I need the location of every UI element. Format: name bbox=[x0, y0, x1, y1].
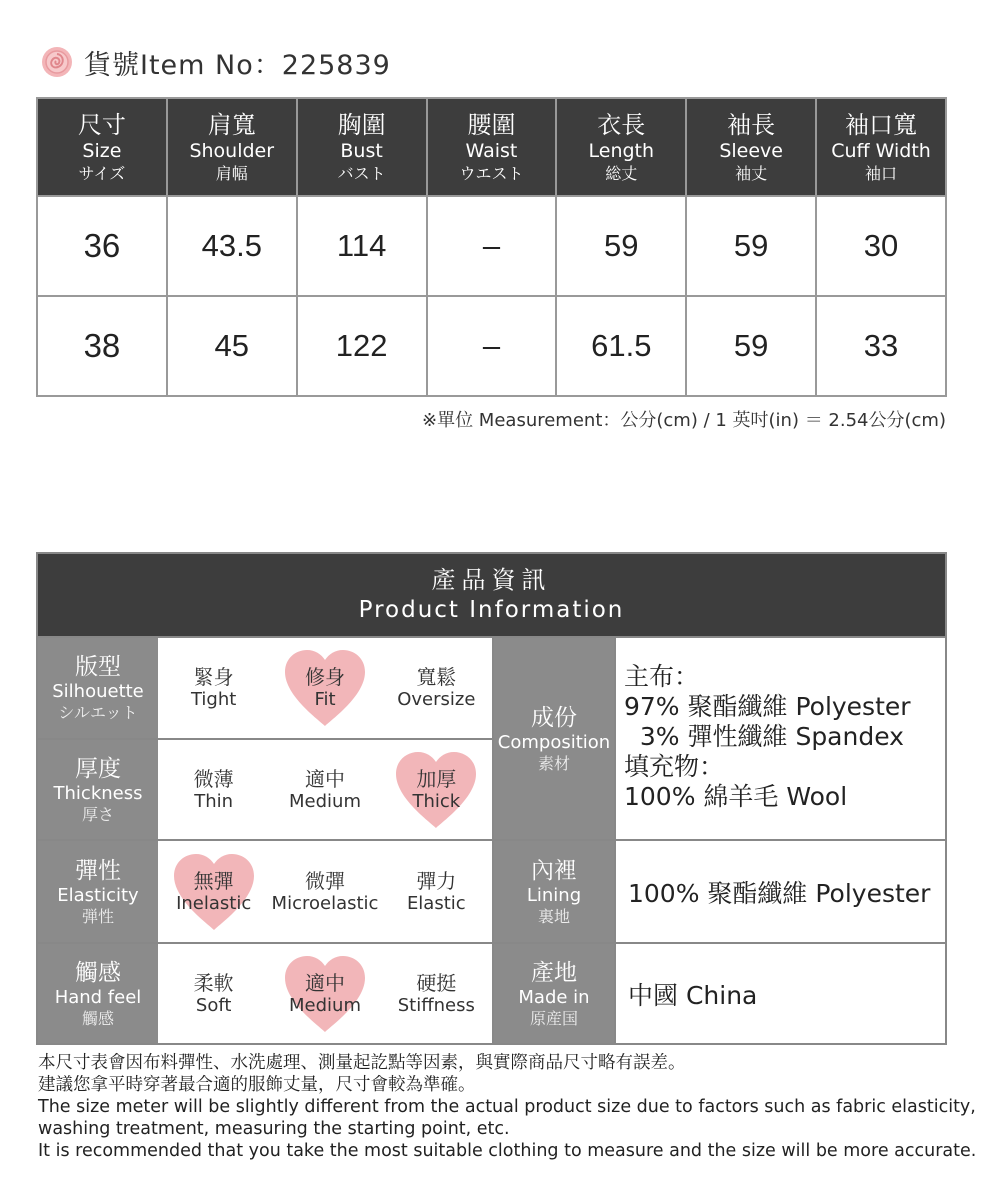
column-header bbox=[297, 98, 427, 196]
column-header-en: Cuff Width bbox=[831, 139, 931, 162]
option-label-en: Inelastic bbox=[176, 892, 252, 914]
column-header bbox=[167, 98, 297, 196]
thickness-label bbox=[38, 738, 158, 839]
option-stiffness bbox=[381, 954, 492, 1034]
elasticity-label bbox=[38, 839, 158, 942]
elasticity-options bbox=[158, 839, 494, 942]
measurement-value: 45 bbox=[167, 296, 297, 396]
composition-line: 填充物： bbox=[624, 752, 725, 781]
product-info-title-en: Product Information bbox=[358, 597, 625, 623]
elasticity-label-ja: 弾性 bbox=[81, 906, 114, 926]
column-header-en: Shoulder bbox=[189, 139, 275, 162]
product-info-title bbox=[38, 554, 945, 636]
column-header-ja: 総丈 bbox=[605, 163, 638, 183]
disclaimer-line: washing treatment, measuring the starting point, etc. bbox=[38, 1119, 510, 1139]
silhouette-label bbox=[38, 636, 158, 738]
option-label-zh: 適中 bbox=[304, 766, 345, 791]
size-table-header bbox=[37, 98, 946, 196]
option-label-en: Microelastic bbox=[271, 892, 379, 914]
composition-line: 97% 聚酯纖維 Polyester bbox=[624, 692, 911, 721]
size-value: 38 bbox=[37, 296, 167, 396]
option-label-zh: 適中 bbox=[304, 970, 345, 995]
size-table bbox=[36, 97, 947, 397]
column-header-zh: 腰圍 bbox=[467, 110, 516, 139]
composition-line: 3% 彈性纖維 Spandex bbox=[624, 722, 904, 751]
measurement-value: 33 bbox=[816, 296, 946, 396]
measurement-value: 43.5 bbox=[167, 196, 297, 296]
option-thick bbox=[381, 750, 492, 830]
size-value: 36 bbox=[37, 196, 167, 296]
column-header-ja: サイズ bbox=[78, 163, 126, 183]
column-header bbox=[427, 98, 557, 196]
composition-label-zh: 成份 bbox=[531, 704, 577, 731]
disclaimer-line: 建議您拿平時穿著最合適的服飾丈量，尺寸會較為準確。 bbox=[38, 1075, 476, 1095]
composition-details bbox=[614, 636, 945, 839]
silhouette-label-en: Silhouette bbox=[52, 681, 144, 702]
column-header bbox=[556, 98, 686, 196]
option-medium bbox=[269, 954, 380, 1034]
option-label-zh: 微彈 bbox=[304, 868, 345, 893]
silhouette-label-ja: シルエット bbox=[58, 703, 138, 722]
measurement-value: 59 bbox=[556, 196, 686, 296]
column-header-ja: ウエスト bbox=[459, 163, 524, 183]
table-row bbox=[37, 196, 946, 296]
option-label-zh: 柔軟 bbox=[193, 970, 234, 995]
option-fit bbox=[269, 648, 380, 728]
option-label-en: Fit bbox=[314, 689, 336, 710]
measurement-value: – bbox=[427, 296, 557, 396]
option-label-zh: 加厚 bbox=[416, 766, 457, 791]
product-info-grid bbox=[38, 636, 945, 1043]
option-label-zh: 寬鬆 bbox=[416, 665, 457, 689]
thickness-options bbox=[158, 738, 494, 839]
option-label-zh: 硬挺 bbox=[416, 970, 457, 995]
composition-label-ja: 素材 bbox=[537, 753, 570, 773]
column-header-en: Sleeve bbox=[719, 139, 783, 162]
option-soft bbox=[158, 954, 269, 1034]
column-header bbox=[686, 98, 816, 196]
option-inelastic bbox=[158, 852, 269, 932]
lining-label-zh: 內裡 bbox=[531, 857, 577, 884]
product-info-title-zh: 產品資訊 bbox=[431, 566, 552, 594]
lining-label-en: Lining bbox=[526, 884, 582, 906]
option-label-zh: 修身 bbox=[304, 665, 345, 689]
elasticity-label-zh: 彈性 bbox=[75, 857, 121, 884]
table-row bbox=[37, 296, 946, 396]
column-header-zh: 衣長 bbox=[597, 110, 646, 139]
elasticity-label-en: Elasticity bbox=[57, 884, 139, 906]
option-label-en: Soft bbox=[195, 994, 232, 1016]
thickness-label-en: Thickness bbox=[53, 782, 143, 804]
column-header-en: Length bbox=[588, 139, 655, 162]
composition-label-en: Composition bbox=[497, 731, 611, 753]
disclaimer bbox=[38, 1052, 976, 1162]
option-label-en: Elastic bbox=[406, 892, 466, 914]
disclaimer-line: The size meter will be slightly different from the actual product size due to factors such as fabric elasticity, bbox=[38, 1097, 976, 1117]
made-in-label-en: Made in bbox=[518, 986, 590, 1008]
column-header-en: Bust bbox=[340, 139, 383, 162]
option-label-en: Tight bbox=[190, 689, 237, 710]
option-oversize bbox=[381, 648, 492, 728]
measurement-value: 114 bbox=[297, 196, 427, 296]
hand-feel-label-zh: 觸感 bbox=[75, 959, 121, 986]
option-label-en: Medium bbox=[289, 790, 361, 812]
column-header bbox=[816, 98, 946, 196]
composition-line: 主布： bbox=[624, 662, 700, 691]
column-header-zh: 袖長 bbox=[727, 110, 776, 139]
option-medium bbox=[269, 750, 380, 830]
hand-feel-label-ja: 觸感 bbox=[81, 1008, 114, 1028]
column-header-ja: 肩幅 bbox=[215, 163, 248, 183]
made-in-label-ja: 原産国 bbox=[529, 1008, 578, 1028]
measurement-value: 30 bbox=[816, 196, 946, 296]
silhouette-options bbox=[158, 636, 494, 738]
measurement-value: 61.5 bbox=[556, 296, 686, 396]
option-label-zh: 彈力 bbox=[416, 868, 457, 893]
disclaimer-line: It is recommended that you take the most suitable clothing to measure and the size will be more accurate. bbox=[38, 1141, 977, 1161]
column-header-zh: 肩寬 bbox=[207, 110, 256, 139]
made-in-label bbox=[494, 942, 614, 1043]
option-label-en: Oversize bbox=[397, 689, 476, 710]
hand-feel-label bbox=[38, 942, 158, 1043]
rose-icon bbox=[40, 45, 74, 79]
option-label-en: Thick bbox=[412, 790, 461, 812]
measurement-note: ※單位 Measurement：公分(cm) / 1 英吋(in) ＝ 2.54公分(cm) bbox=[422, 410, 946, 431]
measurement-value: – bbox=[427, 196, 557, 296]
composition-label bbox=[494, 636, 614, 839]
thickness-label-zh: 厚度 bbox=[75, 755, 121, 782]
option-label-en: Medium bbox=[289, 994, 361, 1016]
column-header-en: Size bbox=[82, 139, 122, 162]
column-header bbox=[37, 98, 167, 196]
option-microelastic bbox=[269, 852, 380, 932]
disclaimer-line: 本尺寸表會因布料彈性、水洗處理、測量起訖點等因素，與實際商品尺寸略有誤差。 bbox=[38, 1053, 686, 1073]
made-in-label-zh: 產地 bbox=[531, 959, 577, 986]
option-tight bbox=[158, 648, 269, 728]
option-label-en: Stiffness bbox=[397, 994, 475, 1016]
lining-value: 100% 聚酯纖維 Polyester bbox=[614, 839, 945, 942]
lining-label bbox=[494, 839, 614, 942]
option-label-zh: 緊身 bbox=[193, 665, 234, 689]
silhouette-label-zh: 版型 bbox=[75, 654, 121, 680]
lining-label-ja: 裏地 bbox=[537, 906, 570, 926]
column-header-ja: 袖口 bbox=[865, 163, 898, 183]
option-label-zh: 微薄 bbox=[193, 766, 234, 791]
item-number: 貨號Item No：225839 bbox=[84, 49, 391, 81]
option-elastic bbox=[381, 852, 492, 932]
option-label-zh: 無彈 bbox=[193, 868, 234, 893]
column-header-en: Waist bbox=[465, 139, 518, 162]
column-header-zh: 袖口寬 bbox=[845, 110, 918, 139]
measurement-value: 59 bbox=[686, 296, 816, 396]
made-in-value: 中國 China bbox=[614, 942, 945, 1043]
option-thin bbox=[158, 750, 269, 830]
hand-feel-label-en: Hand feel bbox=[54, 986, 142, 1008]
measurement-value: 59 bbox=[686, 196, 816, 296]
column-header-ja: 袖丈 bbox=[735, 163, 768, 183]
column-header-zh: 尺寸 bbox=[77, 110, 126, 139]
hand-feel-options bbox=[158, 942, 494, 1043]
column-header-ja: バスト bbox=[337, 163, 386, 183]
item-header bbox=[40, 42, 391, 82]
thickness-label-ja: 厚さ bbox=[81, 804, 114, 824]
composition-line: 100% 綿羊毛 Wool bbox=[624, 782, 848, 811]
option-label-en: Thin bbox=[194, 790, 234, 812]
product-info-panel bbox=[36, 552, 947, 1045]
measurement-value: 122 bbox=[297, 296, 427, 396]
column-header-zh: 胸圍 bbox=[337, 110, 386, 139]
